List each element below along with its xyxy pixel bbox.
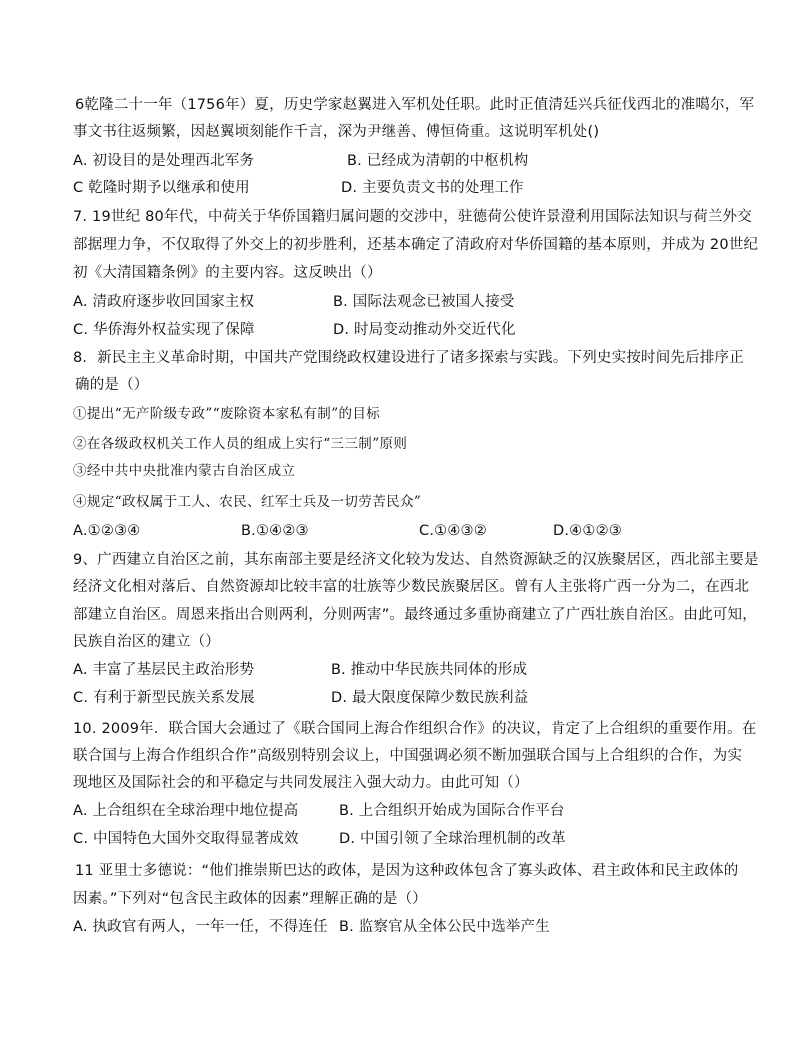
q9-option-a: A. 丰富了基层民主政治形势 — [73, 662, 255, 678]
q7-stem-line2: 部据理力争，不仅取得了外交上的初步胜利，还基本确定了清政府对华侨国籍的基本原则，并成为 20世纪 — [73, 237, 759, 253]
q10-stem-line3: 现地区及国际社会的和平稳定与共同发展注入强大动力。由此可知（） — [73, 775, 529, 791]
q7-stem-line3: 初《大清国籍条例》的主要内容。这反映出（） — [73, 265, 382, 281]
q8-item-3: ③经中共中央批准内蒙古自治区成立 — [73, 463, 296, 479]
q6-stem-line1: 6乾隆二十一年（1756年）夏，历史学家赵翼进入军机处任职。此时正值清廷兴兵征伐西北的准噶尔，军 — [75, 97, 755, 113]
q9-option-b: B. 推动中华民族共同体的形成 — [331, 662, 528, 678]
q7-option-c: C. 华侨海外权益实现了保障 — [73, 322, 255, 338]
q11-option-a: A. 执政官有两人，一年一任，不得连任 — [73, 919, 328, 935]
q6-option-d: D. 主要负责文书的处理工作 — [341, 180, 524, 196]
q10-stem-line2: 联合国与上海合作组织合作”高级别特别会议上，中国强调必须不断加强联合国与上合组织的合作，为实 — [73, 748, 743, 764]
q10-option-c: C. 中国特色大国外交取得显著成效 — [73, 831, 299, 847]
q9-stem-line2: 经济文化相对落后、自然资源却比较丰富的壮族等少数民族聚居区。曾有人主张将广西一分为二，在西北 — [73, 579, 750, 595]
q6-option-c: C 乾隆时期予以继承和使用 — [73, 180, 250, 196]
q9-stem-line3: 部建立自治区。周恩来指出合则两利，分则两害”。最终通过多重协商建立了广西壮族自治区。由此可知， — [73, 607, 757, 623]
q8-option-d: D.④①②③ — [553, 523, 622, 539]
q6-option-a: A. 初设目的是处理西北军务 — [73, 153, 255, 169]
q8-option-c: C.①④③② — [419, 523, 487, 539]
q7-option-d: D. 时局变动推动外交近代化 — [333, 322, 516, 338]
q10-option-b: B. 上合组织开始成为国际合作平台 — [339, 803, 565, 819]
q8-stem-line1: 8．新民主主义革命时期，中国共产党围绕政权建设进行了诸多探索与实践。下列史实按时间先后排序正 — [73, 350, 744, 366]
q8-item-2: ②在各级政权机关工作人员的组成上实行“三三制”原则 — [73, 436, 408, 452]
q10-option-d: D. 中国引领了全球治理机制的改革 — [339, 831, 566, 847]
q8-item-4: ④规定“政权属于工人、农民、红军士兵及一切劳苦民众” — [73, 494, 422, 510]
q11-option-b: B. 监察官从全体公民中选举产生 — [339, 919, 550, 935]
q9-option-c: C. 有利于新型民族关系发展 — [73, 690, 255, 706]
q11-stem-line2: 因素。”下列对“包含民主政体的因素”理解正确的是（） — [73, 891, 427, 907]
q9-stem-line4: 民族自治区的建立（） — [73, 634, 220, 650]
q9-option-d: D. 最大限度保障少数民族利益 — [331, 690, 529, 706]
q7-option-b: B. 国际法观念已被国人接受 — [333, 294, 515, 310]
q6-option-b: B. 已经成为清朝的中枢机构 — [347, 153, 529, 169]
q7-option-a: A. 清政府逐步收回国家主权 — [73, 294, 255, 310]
q10-stem-line1: 10. 2009年．联合国大会通过了《联合国同上海合作组织合作》的决议，肯定了上合组织的重要作用。在 — [73, 721, 757, 737]
q8-option-b: B.①④②③ — [241, 523, 309, 539]
q10-option-a: A. 上合组织在全球治理中地位提高 — [73, 803, 299, 819]
q8-item-1: ①提出“无产阶级专政”“废除资本家私有制”的目标 — [73, 406, 381, 422]
q7-stem-line1: 7. 19世纪 80年代，中荷关于华侨国籍归属问题的交涉中，驻德荷公使许景澄利用国际法知识与荷兰外交 — [73, 209, 752, 225]
q11-stem-line1: 11 亚里士多德说：“他们推崇斯巴达的政体，是因为这种政体包含了寡头政体、君主政体和民主政体的 — [75, 863, 739, 879]
q9-stem-line1: 9、广西建立自治区之前，其东南部主要是经济文化较为发达、自然资源缺乏的汉族聚居区，西北部主要是 — [73, 552, 759, 568]
q8-stem-line2: 确的是（） — [75, 377, 149, 393]
q6-stem-line2: 事文书往返频繁，因赵翼顷刻能作千言，深为尹继善、傅恒倚重。这说明军机处() — [73, 124, 600, 140]
q8-option-a: A.①②③④ — [73, 523, 141, 539]
